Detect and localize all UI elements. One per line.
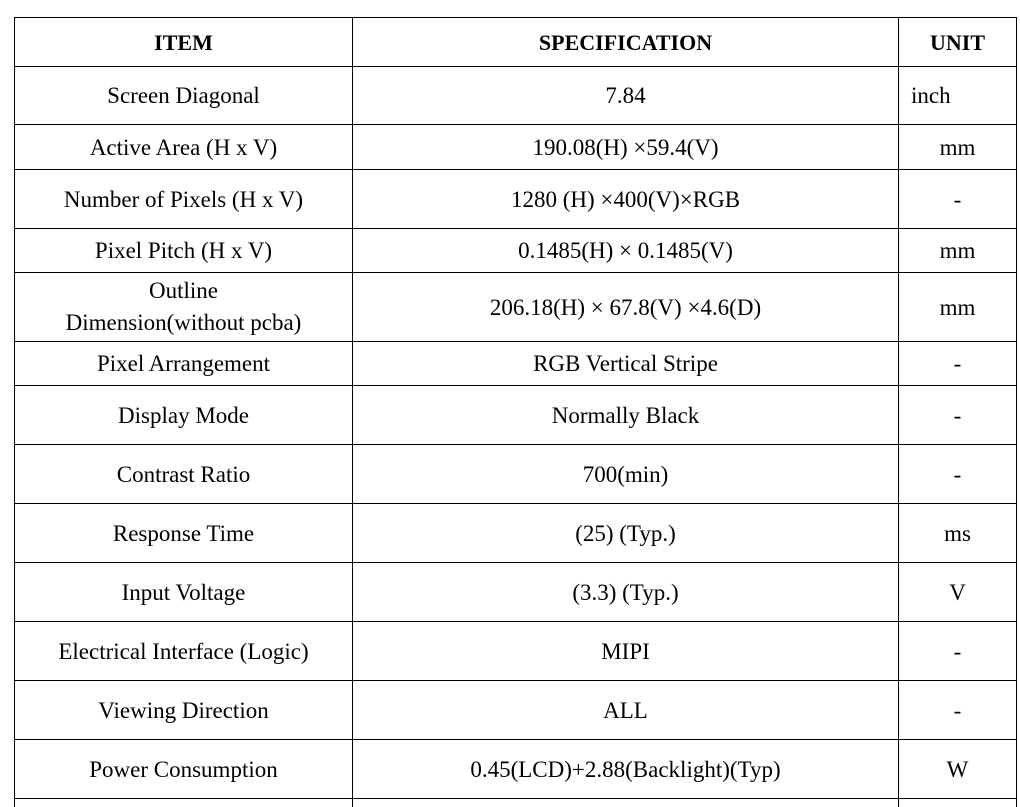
unit-cell: ms: [899, 504, 1017, 563]
unit-cell: -: [899, 170, 1017, 229]
unit-cell: -: [899, 622, 1017, 681]
item-cell: Response Time: [15, 504, 353, 563]
specification-cell: RGB Vertical Stripe: [353, 342, 899, 386]
item-cell: Pixel Arrangement: [15, 342, 353, 386]
specification-cell: 206.18(H) × 67.8(V) ×4.6(D): [353, 273, 899, 342]
specification-cell: 1280 (H) ×400(V)×RGB: [353, 170, 899, 229]
item-cell: Display Mode: [15, 386, 353, 445]
item-cell: Pixel Pitch (H x V): [15, 229, 353, 273]
item-cell: Number of Pixels (H x V): [15, 170, 353, 229]
item-cell: Electrical Interface (Logic): [15, 622, 353, 681]
header-specification: SPECIFICATION: [353, 18, 899, 67]
table-row: [15, 681, 1017, 740]
specification-cell: 190.08(H) ×59.4(V): [353, 125, 899, 170]
specification-cell: (3.3) (Typ.): [353, 563, 899, 622]
specification-cell: 0.1485(H) × 0.1485(V): [353, 229, 899, 273]
unit-cell: -: [899, 681, 1017, 740]
specification-cell: 0.45(LCD)+2.88(Backlight)(Typ): [353, 740, 899, 799]
specification-cell: 700(min): [353, 445, 899, 504]
table-row: [15, 342, 1017, 386]
specification-cell: (25) (Typ.): [353, 504, 899, 563]
item-cell: Viewing Direction: [15, 681, 353, 740]
table-row: [15, 67, 1017, 125]
specification-cell: 7.84: [353, 67, 899, 125]
unit-cell: mm: [899, 229, 1017, 273]
item-cell: Power Consumption: [15, 740, 353, 799]
specification-cell: [353, 799, 899, 807]
specification-table: [14, 17, 1017, 807]
specification-cell: ALL: [353, 681, 899, 740]
table-row: [15, 229, 1017, 273]
table-row: [15, 386, 1017, 445]
item-cell-line: Outline: [149, 278, 218, 303]
table-row: [15, 740, 1017, 799]
unit-cell: -: [899, 386, 1017, 445]
specification-cell: Normally Black: [353, 386, 899, 445]
table-row: [15, 622, 1017, 681]
table-row: [15, 125, 1017, 170]
unit-cell: mm: [899, 273, 1017, 342]
item-cell-line: Dimension(without pcba): [65, 310, 302, 335]
unit-cell: inch: [899, 67, 1017, 125]
table-row: [15, 563, 1017, 622]
table-row: [15, 170, 1017, 229]
table-row: [15, 799, 1017, 807]
item-cell: Active Area (H x V): [15, 125, 353, 170]
unit-cell: W: [899, 740, 1017, 799]
item-cell: Input Voltage: [15, 563, 353, 622]
specification-cell: MIPI: [353, 622, 899, 681]
item-cell: [15, 799, 353, 807]
item-cell: Screen Diagonal: [15, 67, 353, 125]
item-cell: [15, 273, 353, 342]
unit-cell: [899, 799, 1017, 807]
unit-cell: -: [899, 342, 1017, 386]
header-unit: UNIT: [899, 18, 1017, 67]
table-row: [15, 273, 1017, 342]
table-row: [15, 504, 1017, 563]
unit-cell: mm: [899, 125, 1017, 170]
header-row: [15, 18, 1017, 67]
header-item: ITEM: [15, 18, 353, 67]
item-cell: Contrast Ratio: [15, 445, 353, 504]
unit-cell: V: [899, 563, 1017, 622]
unit-cell: -: [899, 445, 1017, 504]
table-row: [15, 445, 1017, 504]
